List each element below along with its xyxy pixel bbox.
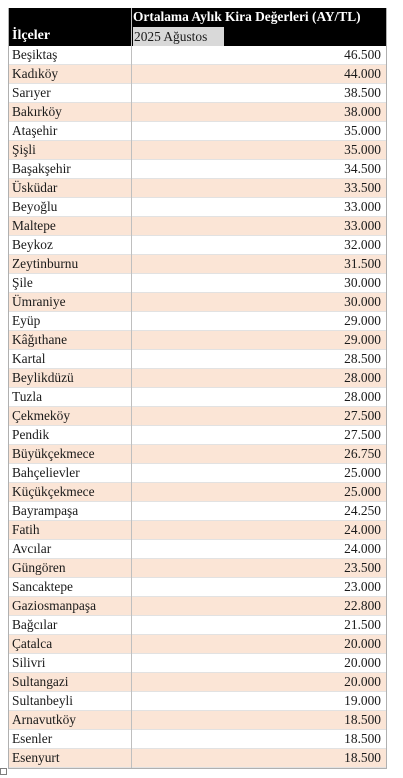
district-cell[interactable]: Şile <box>9 274 132 293</box>
district-cell[interactable]: Çatalca <box>9 635 132 654</box>
district-cell[interactable]: Bağcılar <box>9 616 132 635</box>
rent-value-cell[interactable]: 18.500 <box>344 731 381 746</box>
rent-value-cell[interactable]: 23.500 <box>344 560 381 575</box>
table-row <box>9 274 386 293</box>
table-row <box>9 198 386 217</box>
district-cell[interactable]: Sultangazi <box>9 673 132 692</box>
district-column-header: İlçeler <box>12 28 51 43</box>
table-row <box>9 426 386 445</box>
rent-value-cell[interactable]: 24.000 <box>344 522 381 537</box>
rent-value-cell[interactable]: 26.750 <box>344 446 381 461</box>
rent-value-cell[interactable]: 34.500 <box>344 161 381 176</box>
district-header-cell[interactable] <box>9 8 132 46</box>
table-row <box>9 312 386 331</box>
table-row <box>9 464 386 483</box>
rent-value-cell[interactable]: 27.500 <box>344 408 381 423</box>
district-cell[interactable]: Eyüp <box>9 312 132 331</box>
district-cell[interactable]: Beylikdüzü <box>9 369 132 388</box>
district-cell[interactable]: Beykoz <box>9 236 132 255</box>
rent-value-cell[interactable]: 38.500 <box>344 85 381 100</box>
rent-value-cell[interactable]: 28.500 <box>344 351 381 366</box>
district-cell[interactable]: Küçükçekmece <box>9 483 132 502</box>
table-row <box>9 236 386 255</box>
table-header <box>9 8 386 46</box>
district-cell[interactable]: Esenler <box>9 730 132 749</box>
table-row <box>9 179 386 198</box>
table-row <box>9 84 386 103</box>
district-cell[interactable]: Sancaktepe <box>9 578 132 597</box>
district-cell[interactable]: Pendik <box>9 426 132 445</box>
district-cell[interactable]: Güngören <box>9 559 132 578</box>
rent-value-cell[interactable]: 24.250 <box>344 503 381 518</box>
district-cell[interactable]: Beşiktaş <box>9 46 132 65</box>
table-row <box>9 559 386 578</box>
rent-value-cell[interactable]: 25.000 <box>344 484 381 499</box>
district-cell[interactable]: Kâğıthane <box>9 331 132 350</box>
table-row <box>9 255 386 274</box>
table-row <box>9 103 386 122</box>
district-cell[interactable]: Sultanbeyli <box>9 692 132 711</box>
rent-value-cell[interactable]: 30.000 <box>344 294 381 309</box>
table-row <box>9 369 386 388</box>
rent-value-cell[interactable]: 21.500 <box>344 617 381 632</box>
rent-value-cell[interactable]: 24.000 <box>344 541 381 556</box>
rent-value-cell[interactable]: 35.000 <box>344 142 381 157</box>
district-cell[interactable]: Avcılar <box>9 540 132 559</box>
table-row <box>9 749 386 768</box>
table-row <box>9 293 386 312</box>
rent-value-cell[interactable]: 19.000 <box>344 693 381 708</box>
selection-handle[interactable] <box>0 768 7 775</box>
table-row <box>9 502 386 521</box>
district-cell[interactable]: Silivri <box>9 654 132 673</box>
district-cell[interactable]: Kartal <box>9 350 132 369</box>
district-cell[interactable]: Bakırköy <box>9 103 132 122</box>
district-cell[interactable]: Fatih <box>9 521 132 540</box>
table-row <box>9 445 386 464</box>
rent-value-cell[interactable]: 33.000 <box>344 218 381 233</box>
district-cell[interactable]: Gaziosmanpaşa <box>9 597 132 616</box>
rent-value-cell[interactable]: 33.500 <box>344 180 381 195</box>
rent-value-cell[interactable]: 22.800 <box>344 598 381 613</box>
table-row <box>9 521 386 540</box>
district-cell[interactable]: Başakşehir <box>9 160 132 179</box>
rent-value-cell[interactable]: 38.000 <box>344 104 381 119</box>
district-cell[interactable]: Ataşehir <box>9 122 132 141</box>
rent-value-cell[interactable]: 32.000 <box>344 237 381 252</box>
table-row <box>9 616 386 635</box>
table-row <box>9 483 386 502</box>
table-row <box>9 711 386 730</box>
table-row <box>9 635 386 654</box>
table-row <box>9 217 386 236</box>
district-cell[interactable]: Çekmeköy <box>9 407 132 426</box>
table-row <box>9 350 386 369</box>
district-cell[interactable]: Bahçelievler <box>9 464 132 483</box>
rent-value-cell[interactable]: 18.500 <box>344 712 381 727</box>
table-row <box>9 673 386 692</box>
table-row <box>9 730 386 749</box>
table-row <box>9 46 386 65</box>
rent-value-cell[interactable]: 46.500 <box>344 47 381 62</box>
rent-value-cell[interactable]: 27.500 <box>344 427 381 442</box>
rent-value-cell[interactable]: 28.000 <box>344 389 381 404</box>
rent-value-cell[interactable]: 44.000 <box>344 66 381 81</box>
rent-value-cell[interactable]: 20.000 <box>344 636 381 651</box>
table-row <box>9 331 386 350</box>
table-row <box>9 692 386 711</box>
district-cell[interactable]: Ümraniye <box>9 293 132 312</box>
table-row <box>9 407 386 426</box>
table-title: Ortalama Aylık Kira Değerleri (AY/TL) <box>133 9 361 24</box>
table-row <box>9 160 386 179</box>
table-row <box>9 65 386 84</box>
table-row <box>9 654 386 673</box>
district-cell[interactable]: Sarıyer <box>9 84 132 103</box>
rent-value-cell[interactable]: 18.500 <box>344 750 381 765</box>
rent-value-cell[interactable]: 35.000 <box>344 123 381 138</box>
rent-value-cell[interactable]: 28.000 <box>344 370 381 385</box>
table-body <box>9 46 386 768</box>
district-cell[interactable]: Kadıköy <box>9 65 132 84</box>
district-cell[interactable]: Arnavutköy <box>9 711 132 730</box>
table-row <box>9 540 386 559</box>
rent-value-cell[interactable]: 23.000 <box>344 579 381 594</box>
district-cell[interactable]: Bayrampaşa <box>9 502 132 521</box>
district-cell[interactable]: Tuzla <box>9 388 132 407</box>
district-cell[interactable]: Üsküdar <box>9 179 132 198</box>
district-cell[interactable]: Şişli <box>9 141 132 160</box>
table-row <box>9 578 386 597</box>
table-row <box>9 141 386 160</box>
table-row <box>9 597 386 616</box>
rent-value-cell[interactable]: 31.500 <box>344 256 381 271</box>
rent-value-cell[interactable]: 30.000 <box>344 275 381 290</box>
rent-value-cell[interactable]: 20.000 <box>344 655 381 670</box>
rent-value-cell[interactable]: 33.000 <box>344 199 381 214</box>
table-row <box>9 388 386 407</box>
rent-value-cell[interactable]: 20.000 <box>344 674 381 689</box>
rent-value-cell[interactable]: 29.000 <box>344 332 381 347</box>
rent-value-cell[interactable]: 29.000 <box>344 313 381 328</box>
rent-table <box>8 8 387 769</box>
district-cell[interactable]: Maltepe <box>9 217 132 236</box>
district-cell[interactable]: Beyoğlu <box>9 198 132 217</box>
table-row <box>9 122 386 141</box>
district-cell[interactable]: Esenyurt <box>9 749 132 768</box>
district-cell[interactable]: Büyükçekmece <box>9 445 132 464</box>
period-label[interactable]: 2025 Ağustos <box>133 27 224 46</box>
rent-value-cell[interactable]: 25.000 <box>344 465 381 480</box>
district-cell[interactable]: Zeytinburnu <box>9 255 132 274</box>
